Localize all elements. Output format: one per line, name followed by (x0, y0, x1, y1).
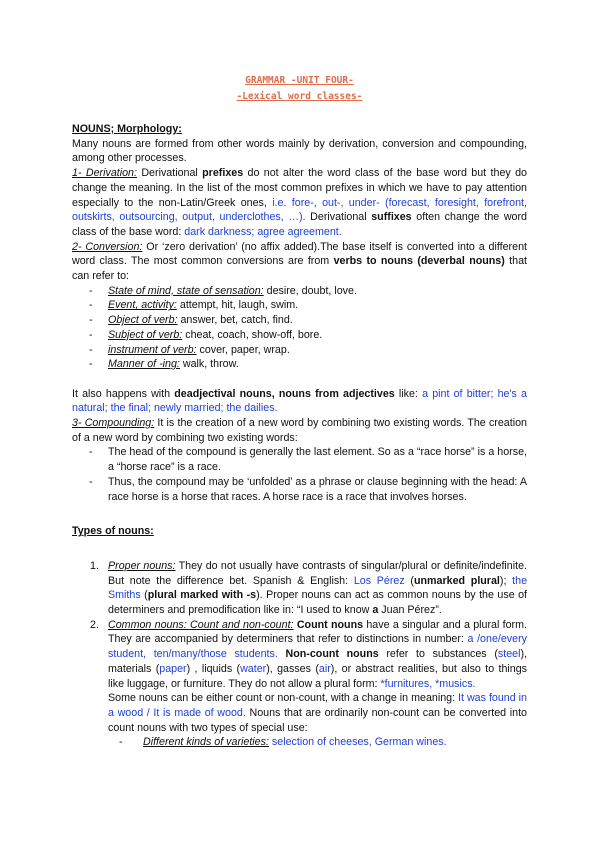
conversion-paragraph (72, 240, 527, 284)
conversion-label: 2- Conversion: (72, 240, 143, 253)
deadjectival-paragraph (72, 387, 527, 416)
count-text: Some nouns can be either count or non-count, with a change in meaning: (108, 692, 459, 705)
count-text: ), or abstract realities, but also to things like luggage, or furniture. They do not allow a plural form: (108, 662, 528, 690)
spacer (72, 539, 527, 559)
conversion-text: Or ‘zero derivation’ (no affix added).The base itself is converted into a different word class. The most common conversions are from (72, 240, 527, 268)
derivation-text: often change the word class of the base word: (72, 211, 527, 238)
spacer (72, 372, 527, 387)
list-item-text: cheat, coach, show-off, bore. (182, 328, 323, 341)
list-item-text: walk, throw. (179, 358, 239, 371)
proper-bold: unmarked plural (413, 574, 500, 587)
list-item (89, 298, 527, 313)
intro-paragraph: Many nouns are formed from other words mainly by derivation, conversion and compounding, among other processes. (72, 137, 527, 165)
document-content (72, 73, 527, 750)
proper-bold: a (372, 604, 379, 617)
special-use-label: Different kinds of varieties: (143, 736, 269, 749)
count-bold: Count nouns (296, 618, 364, 631)
proper-example: the Smiths (108, 574, 528, 602)
count-example: water (240, 662, 267, 675)
deadjectival-text: It also happens with (72, 387, 175, 400)
count-example: It was found in a wood / It is made of wood. (108, 692, 527, 719)
special-use-list (72, 735, 527, 750)
list-item (119, 735, 527, 750)
deadjectival-bold: deadjectival nouns, nouns from adjectives (174, 387, 395, 400)
proper-text: Juan Pérez”. (378, 604, 442, 617)
proper-text: ( (140, 589, 148, 602)
conversion-list (72, 284, 527, 372)
derivation-bold-suffixes: suffixes (371, 211, 412, 224)
count-text: ) , liquids ( (186, 662, 241, 675)
list-item (89, 328, 527, 343)
compounding-list (72, 445, 527, 504)
list-item (89, 284, 527, 299)
conversion-bold: verbs to nouns (deverbal nouns) (333, 255, 505, 268)
proper-text: ); (499, 574, 513, 587)
count-example: *furnitures, *musics. (380, 677, 476, 690)
compounding-text: It is the creation of a new word by combining two existing words. The creation of a new word by combining two existing words: (72, 417, 527, 444)
count-text (278, 648, 286, 660)
proper-text: They do not usually have contrasts of singular/plural or definite/indefinite. But note the difference bet. Spanish & English: (108, 559, 527, 587)
spacer (72, 504, 527, 524)
count-text: Nouns that are ordinarily non-count can be converted into count nouns with two types of special use: (108, 707, 528, 734)
count-text: ), gasses ( (266, 662, 319, 675)
list-item-text: attempt, hit, laugh, swim. (176, 299, 299, 312)
list-item-count-nouns (90, 618, 528, 736)
proper-text: ). Proper nouns can act as common nouns by the use of determiners and premodification like in: “I used to know (108, 589, 528, 617)
deadjectival-text: like: (394, 387, 423, 400)
count-example: a /one/every student, ten/many/those students. (108, 633, 527, 661)
derivation-text: Derivational (136, 167, 203, 180)
list-item-label: Manner of -ing: (108, 358, 180, 371)
list-item: - The head of the compound is generally the last element. So as a “race horse” is a horse, a “horse race” is a race. (89, 445, 527, 474)
derivation-text: do not alter the word class of the base word but they do change the meaning. In the list of the most common prefixes in which we have to pay attention especially to the non-Latin/Greek ones, (72, 167, 527, 209)
proper-nouns-label: Proper nouns: (108, 559, 176, 572)
count-text: refer to substances ( (378, 648, 498, 661)
derivation-paragraph (72, 166, 527, 240)
list-item-label: instrument of verb: (108, 343, 197, 356)
list-item-text: answer, bet, catch, find. (177, 314, 293, 327)
list-item: - Thus, the compound may be ‘unfolded’ as a phrase or clause beginning with the head: A race horse is a horse that races. A horse race is a race that involves horses. (89, 475, 527, 504)
special-use-example: selection of cheeses, German wines. (271, 736, 447, 749)
list-number: 1. (90, 559, 99, 572)
nouns-morphology-heading: NOUNS; Morphology: (72, 123, 182, 135)
list-item (89, 343, 527, 358)
derivation-prefix-examples: i.e. fore-, out-, under- (forecast, foresight, forefront, outskirts, outsourcing, output, underclothes, …). (72, 196, 527, 224)
document-title: GRAMMAR -UNIT FOUR- (245, 75, 354, 86)
list-number: 2. (90, 618, 99, 631)
list-item-proper-nouns (90, 559, 528, 618)
list-item-label: State of mind, state of sensation: (108, 284, 264, 297)
list-item-label: Object of verb: (108, 314, 178, 327)
derivation-suffix-examples: dark darkness; agree agreement. (184, 225, 342, 238)
list-item-label: Subject of verb: (108, 328, 183, 341)
list-item-text: desire, doubt, love. (263, 284, 357, 297)
count-nouns-label: Common nouns: Count and non-count: (108, 618, 294, 631)
deadjectival-examples: a pint of bitter; he's a natural; the final; newly married; the dailies. (72, 387, 528, 415)
derivation-bold-prefixes: prefixes (202, 167, 244, 180)
count-example: steel (497, 648, 521, 661)
types-of-nouns-heading: Types of nouns: (72, 525, 154, 538)
count-example: air (318, 662, 331, 675)
proper-text: ( (404, 574, 414, 587)
proper-bold: plural marked with -s (147, 589, 257, 602)
list-item-text: cover, paper, wrap. (196, 343, 290, 356)
count-second-paragraph (108, 691, 527, 735)
conversion-text: that can refer to: (72, 255, 528, 283)
compounding-paragraph (72, 416, 527, 445)
list-item-label: Event, activity: (108, 299, 177, 312)
count-example: paper (159, 662, 187, 675)
derivation-label: 1- Derivation: (72, 167, 137, 180)
list-item (89, 357, 527, 372)
derivation-text: Derivational (305, 211, 372, 224)
types-list (72, 559, 527, 735)
document-subtitle: -Lexical word classes- (236, 91, 363, 102)
proper-example: Los Pérez (353, 574, 405, 587)
compounding-label: 3- Compounding: (72, 417, 155, 430)
list-item (89, 313, 527, 328)
count-text: have a singular and a plural form. They are accompanied by determiners that refer to distinctions in number: (108, 618, 527, 646)
count-bold: Non-count nouns (285, 648, 379, 661)
count-text: ), materials ( (108, 648, 527, 675)
